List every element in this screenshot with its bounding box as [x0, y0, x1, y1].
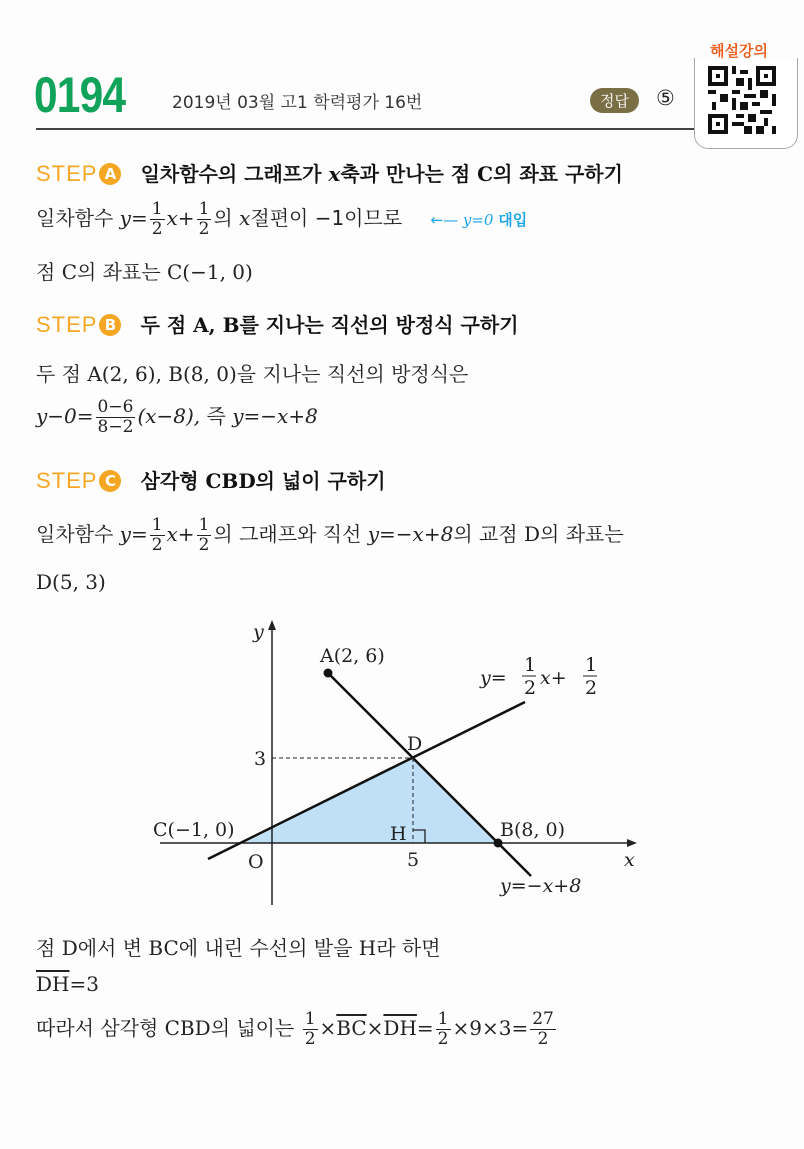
text: 의 좌표는: [540, 522, 624, 546]
numerator: 27: [532, 1009, 554, 1029]
points: CBD: [164, 1016, 211, 1040]
step-title: [141, 162, 623, 186]
math: C(−1, 0): [167, 260, 253, 284]
step-a-line-2: [36, 256, 253, 285]
text: 절편이 −1이므로: [250, 206, 403, 230]
text: 점: [36, 936, 56, 960]
math: ×: [366, 1016, 384, 1040]
problem-number: 0194: [34, 67, 126, 123]
text: 대입: [498, 211, 528, 229]
math: ×: [319, 1016, 337, 1040]
coordinate-graph: [140, 610, 660, 910]
text: 의 넓이는: [210, 1016, 295, 1040]
y-axis-arrow-icon: [268, 620, 276, 630]
math: y=0: [462, 211, 494, 229]
step-b-line-2: [36, 398, 318, 437]
answer-value: ⑤: [656, 86, 675, 110]
fraction: [436, 1010, 451, 1049]
arrow-icon: ←—: [430, 211, 459, 229]
denominator: 2: [198, 219, 210, 239]
denominator: 2: [151, 219, 163, 239]
math: x+: [166, 522, 195, 546]
math: y=−x+8: [367, 522, 454, 546]
text: 라 하면: [376, 936, 441, 960]
segment: BC: [148, 936, 179, 960]
fraction: [197, 516, 212, 555]
point-h-label: H: [390, 823, 407, 845]
hint-note: [431, 211, 528, 229]
x-axis-label: x: [624, 849, 635, 871]
text: 에 내린 수선의 발을: [178, 936, 353, 960]
math: =3: [69, 972, 99, 996]
lecture-label[interactable]: 해설강의: [710, 42, 768, 60]
step-title: [141, 313, 519, 337]
text: 의 그래프와 직선: [213, 522, 362, 546]
denominator: 2: [537, 1029, 549, 1049]
numerator: 1: [151, 199, 163, 219]
text: 의 좌표 구하기: [493, 162, 623, 186]
math: y−0=: [36, 404, 94, 428]
step-label: STEP: [36, 312, 98, 337]
segment: $\overline{DH}$: [383, 1016, 417, 1040]
math: y=−x+8: [232, 404, 318, 428]
numerator: 1: [437, 1009, 449, 1029]
math: A(2, 6), B(8, 0): [87, 362, 237, 386]
y-axis-label: y: [253, 621, 264, 643]
text: 두 점: [36, 362, 81, 386]
text: 두 점: [140, 313, 187, 337]
text: 에서 변: [77, 936, 143, 960]
point: C: [61, 260, 77, 284]
point-b-label: B(8, 0): [500, 819, 566, 841]
step-label: STEP: [36, 161, 98, 186]
text: 을 지나는 직선의 방정식은: [236, 362, 469, 386]
math: x+: [166, 206, 195, 230]
text: 삼각형: [140, 469, 199, 493]
eq1-x: x+: [540, 667, 567, 689]
step-title: [141, 469, 386, 493]
math: x: [239, 206, 251, 230]
numerator: 0−6: [97, 397, 134, 417]
fraction: [197, 200, 212, 239]
step-c-line-1: [36, 516, 624, 555]
fraction: [150, 516, 165, 555]
step-a-line-1: [36, 200, 527, 239]
text: 의: [213, 206, 233, 230]
math: y=: [119, 206, 148, 230]
denominator: 2: [151, 535, 163, 555]
math: =: [416, 1016, 434, 1040]
denominator: 2: [198, 535, 210, 555]
problem-source: 2019년 03월 고1 학력평가 16번: [172, 93, 423, 113]
text: 일차함수: [36, 522, 114, 546]
var: x: [328, 162, 341, 186]
eq1-den2: 2: [585, 677, 598, 699]
point: C: [477, 162, 494, 186]
tick-y-3: 3: [254, 748, 267, 770]
conclusion-line-2: [36, 972, 99, 996]
eq2-label: y=−x+8: [500, 875, 582, 897]
qr-code-icon[interactable]: [708, 66, 776, 134]
conclusion-line-1: [36, 932, 441, 961]
text: 일차함수: [36, 206, 114, 230]
step-letter-badge: C: [99, 470, 121, 492]
text: 점: [36, 260, 56, 284]
denominator: 8−2: [97, 417, 134, 437]
triangle-cbd-shade: [244, 758, 498, 843]
text: 따라서 삼각형: [36, 1016, 159, 1040]
origin-label: O: [248, 851, 264, 873]
numerator: 1: [151, 515, 163, 535]
answer-fraction: [530, 1010, 556, 1049]
text: 일차함수의 그래프가: [140, 162, 322, 186]
step-letter-badge: B: [99, 314, 121, 336]
numerator: 1: [198, 199, 210, 219]
denominator: 2: [304, 1029, 316, 1049]
fraction: [96, 398, 136, 437]
numerator: 1: [304, 1009, 316, 1029]
answer-badge: 정답: [590, 88, 639, 113]
x-axis-arrow-icon: [627, 839, 637, 847]
step-label: STEP: [36, 468, 98, 493]
eq1-num1: 1: [524, 654, 537, 676]
eq1-num2: 1: [585, 654, 598, 676]
point: D: [61, 936, 78, 960]
fraction: [303, 1010, 318, 1049]
text: 축과 만나는 점: [340, 162, 471, 186]
point-a: [324, 669, 333, 678]
point-c-label: C(−1, 0): [153, 819, 235, 841]
point-a-label: A(2, 6): [320, 645, 385, 667]
text: 즉: [206, 404, 226, 428]
tick-x-5: 5: [407, 849, 420, 871]
step-b-heading: [36, 309, 519, 338]
step-c-heading: [36, 465, 386, 494]
eq1-lhs: y=: [480, 667, 507, 689]
text: 의 교점: [453, 522, 518, 546]
step-c-line-2: D(5, 3): [36, 570, 106, 594]
step-letter-badge: A: [99, 163, 121, 185]
point: D: [524, 522, 541, 546]
point: H: [358, 936, 377, 960]
step-b-line-1: [36, 358, 468, 387]
segment: $\overline{BC}$: [336, 1016, 367, 1040]
conclusion-line-3: [36, 1010, 558, 1049]
math: (x−8),: [137, 404, 201, 428]
header-divider: [36, 128, 696, 130]
eq1-den1: 2: [524, 677, 537, 699]
points: A, B: [193, 313, 240, 337]
step-a-heading: [36, 158, 623, 187]
numerator: 1: [198, 515, 210, 535]
segment: $\overline{DH}$: [36, 972, 70, 996]
fraction: [150, 200, 165, 239]
text: 를 지나는 직선의 방정식 구하기: [239, 313, 519, 337]
points: CBD: [205, 469, 256, 493]
text: 의 넓이 구하기: [255, 469, 386, 493]
point-d-label: D: [407, 733, 423, 755]
math: y=: [119, 522, 148, 546]
denominator: 2: [437, 1029, 449, 1049]
text: 의 좌표는: [77, 260, 161, 284]
math: ×9×3=: [452, 1016, 529, 1040]
